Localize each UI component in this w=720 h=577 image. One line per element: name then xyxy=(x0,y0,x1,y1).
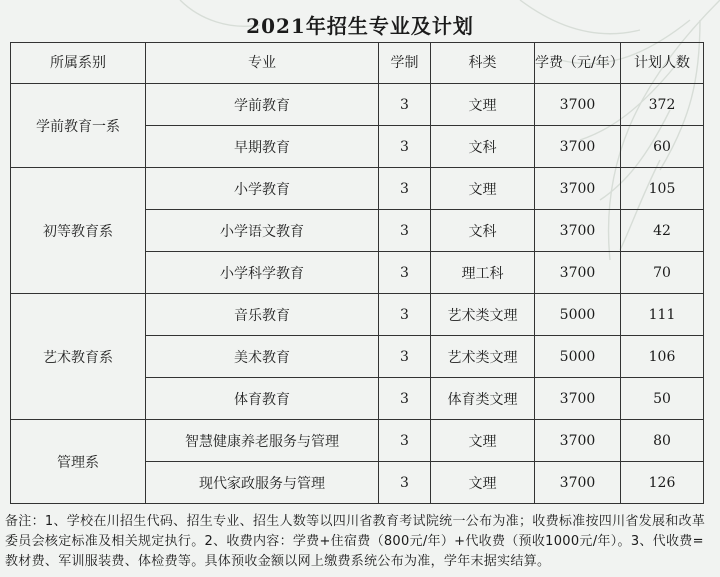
years-cell: 3 xyxy=(379,126,431,168)
major-cell: 小学语文教育 xyxy=(146,210,379,252)
plan-cell: 80 xyxy=(621,420,704,462)
major-cell: 智慧健康养老服务与管理 xyxy=(146,420,379,462)
category-cell: 艺术类文理 xyxy=(431,336,535,378)
plan-cell: 372 xyxy=(621,84,704,126)
major-cell: 现代家政服务与管理 xyxy=(146,462,379,504)
major-cell: 小学科学教育 xyxy=(146,252,379,294)
table-row xyxy=(11,168,704,210)
major-cell: 小学教育 xyxy=(146,168,379,210)
fee-cell: 5000 xyxy=(535,336,621,378)
years-cell: 3 xyxy=(379,336,431,378)
table-header-row xyxy=(11,43,704,84)
years-cell: 3 xyxy=(379,420,431,462)
fee-cell: 3700 xyxy=(535,84,621,126)
major-cell: 学前教育 xyxy=(146,84,379,126)
years-cell: 3 xyxy=(379,294,431,336)
footnote: 备注：1、学校在川招生代码、招生专业、招生人数等以四川省教育考试院统一公布为准；收费标准按四川省发展和改革委员会核定标准及相关规定执行。2、收费内容：学费+住宿费（800元/年）+代收费（预收1000元/年）。3、代收费=教材费、军训服装费、体检费等。具体预收金额以网上缴费系统公布为准，学年末据实结算。 xyxy=(5,514,706,569)
plan-cell: 70 xyxy=(621,252,704,294)
years-cell: 3 xyxy=(379,462,431,504)
fee-cell: 3700 xyxy=(535,462,621,504)
category-cell: 文理 xyxy=(431,84,535,126)
header-plan: 计划人数 xyxy=(621,43,704,84)
years-cell: 3 xyxy=(379,168,431,210)
department-cell: 学前教育一系 xyxy=(11,84,146,168)
table-row xyxy=(11,294,704,336)
fee-cell: 3700 xyxy=(535,126,621,168)
header-department: 所属系别 xyxy=(11,43,146,84)
fee-cell: 3700 xyxy=(535,420,621,462)
department-cell: 初等教育系 xyxy=(11,168,146,294)
plan-cell: 105 xyxy=(621,168,704,210)
table-row xyxy=(11,420,704,462)
header-years: 学制 xyxy=(379,43,431,84)
plan-cell: 50 xyxy=(621,378,704,420)
department-cell: 艺术教育系 xyxy=(11,294,146,420)
category-cell: 文理 xyxy=(431,168,535,210)
plan-cell: 111 xyxy=(621,294,704,336)
plan-cell: 126 xyxy=(621,462,704,504)
enrollment-plan-table xyxy=(10,42,704,504)
plan-cell: 106 xyxy=(621,336,704,378)
table-row xyxy=(11,84,704,126)
header-major: 专业 xyxy=(146,43,379,84)
header-category: 科类 xyxy=(431,43,535,84)
category-cell: 体育类文理 xyxy=(431,378,535,420)
plan-cell: 60 xyxy=(621,126,704,168)
category-cell: 文理 xyxy=(431,462,535,504)
major-cell: 早期教育 xyxy=(146,126,379,168)
major-cell: 美术教育 xyxy=(146,336,379,378)
major-cell: 音乐教育 xyxy=(146,294,379,336)
years-cell: 3 xyxy=(379,210,431,252)
page-title: 2021年招生专业及计划 xyxy=(246,14,474,38)
department-cell: 管理系 xyxy=(11,420,146,504)
plan-cell: 42 xyxy=(621,210,704,252)
category-cell: 文理 xyxy=(431,420,535,462)
header-fee: 学费（元/年） xyxy=(535,43,621,84)
fee-cell: 5000 xyxy=(535,294,621,336)
category-cell: 文科 xyxy=(431,126,535,168)
fee-cell: 3700 xyxy=(535,210,621,252)
category-cell: 理工科 xyxy=(431,252,535,294)
years-cell: 3 xyxy=(379,84,431,126)
fee-cell: 3700 xyxy=(535,168,621,210)
fee-cell: 3700 xyxy=(535,378,621,420)
fee-cell: 3700 xyxy=(535,252,621,294)
category-cell: 文科 xyxy=(431,210,535,252)
major-cell: 体育教育 xyxy=(146,378,379,420)
years-cell: 3 xyxy=(379,378,431,420)
category-cell: 艺术类文理 xyxy=(431,294,535,336)
years-cell: 3 xyxy=(379,252,431,294)
